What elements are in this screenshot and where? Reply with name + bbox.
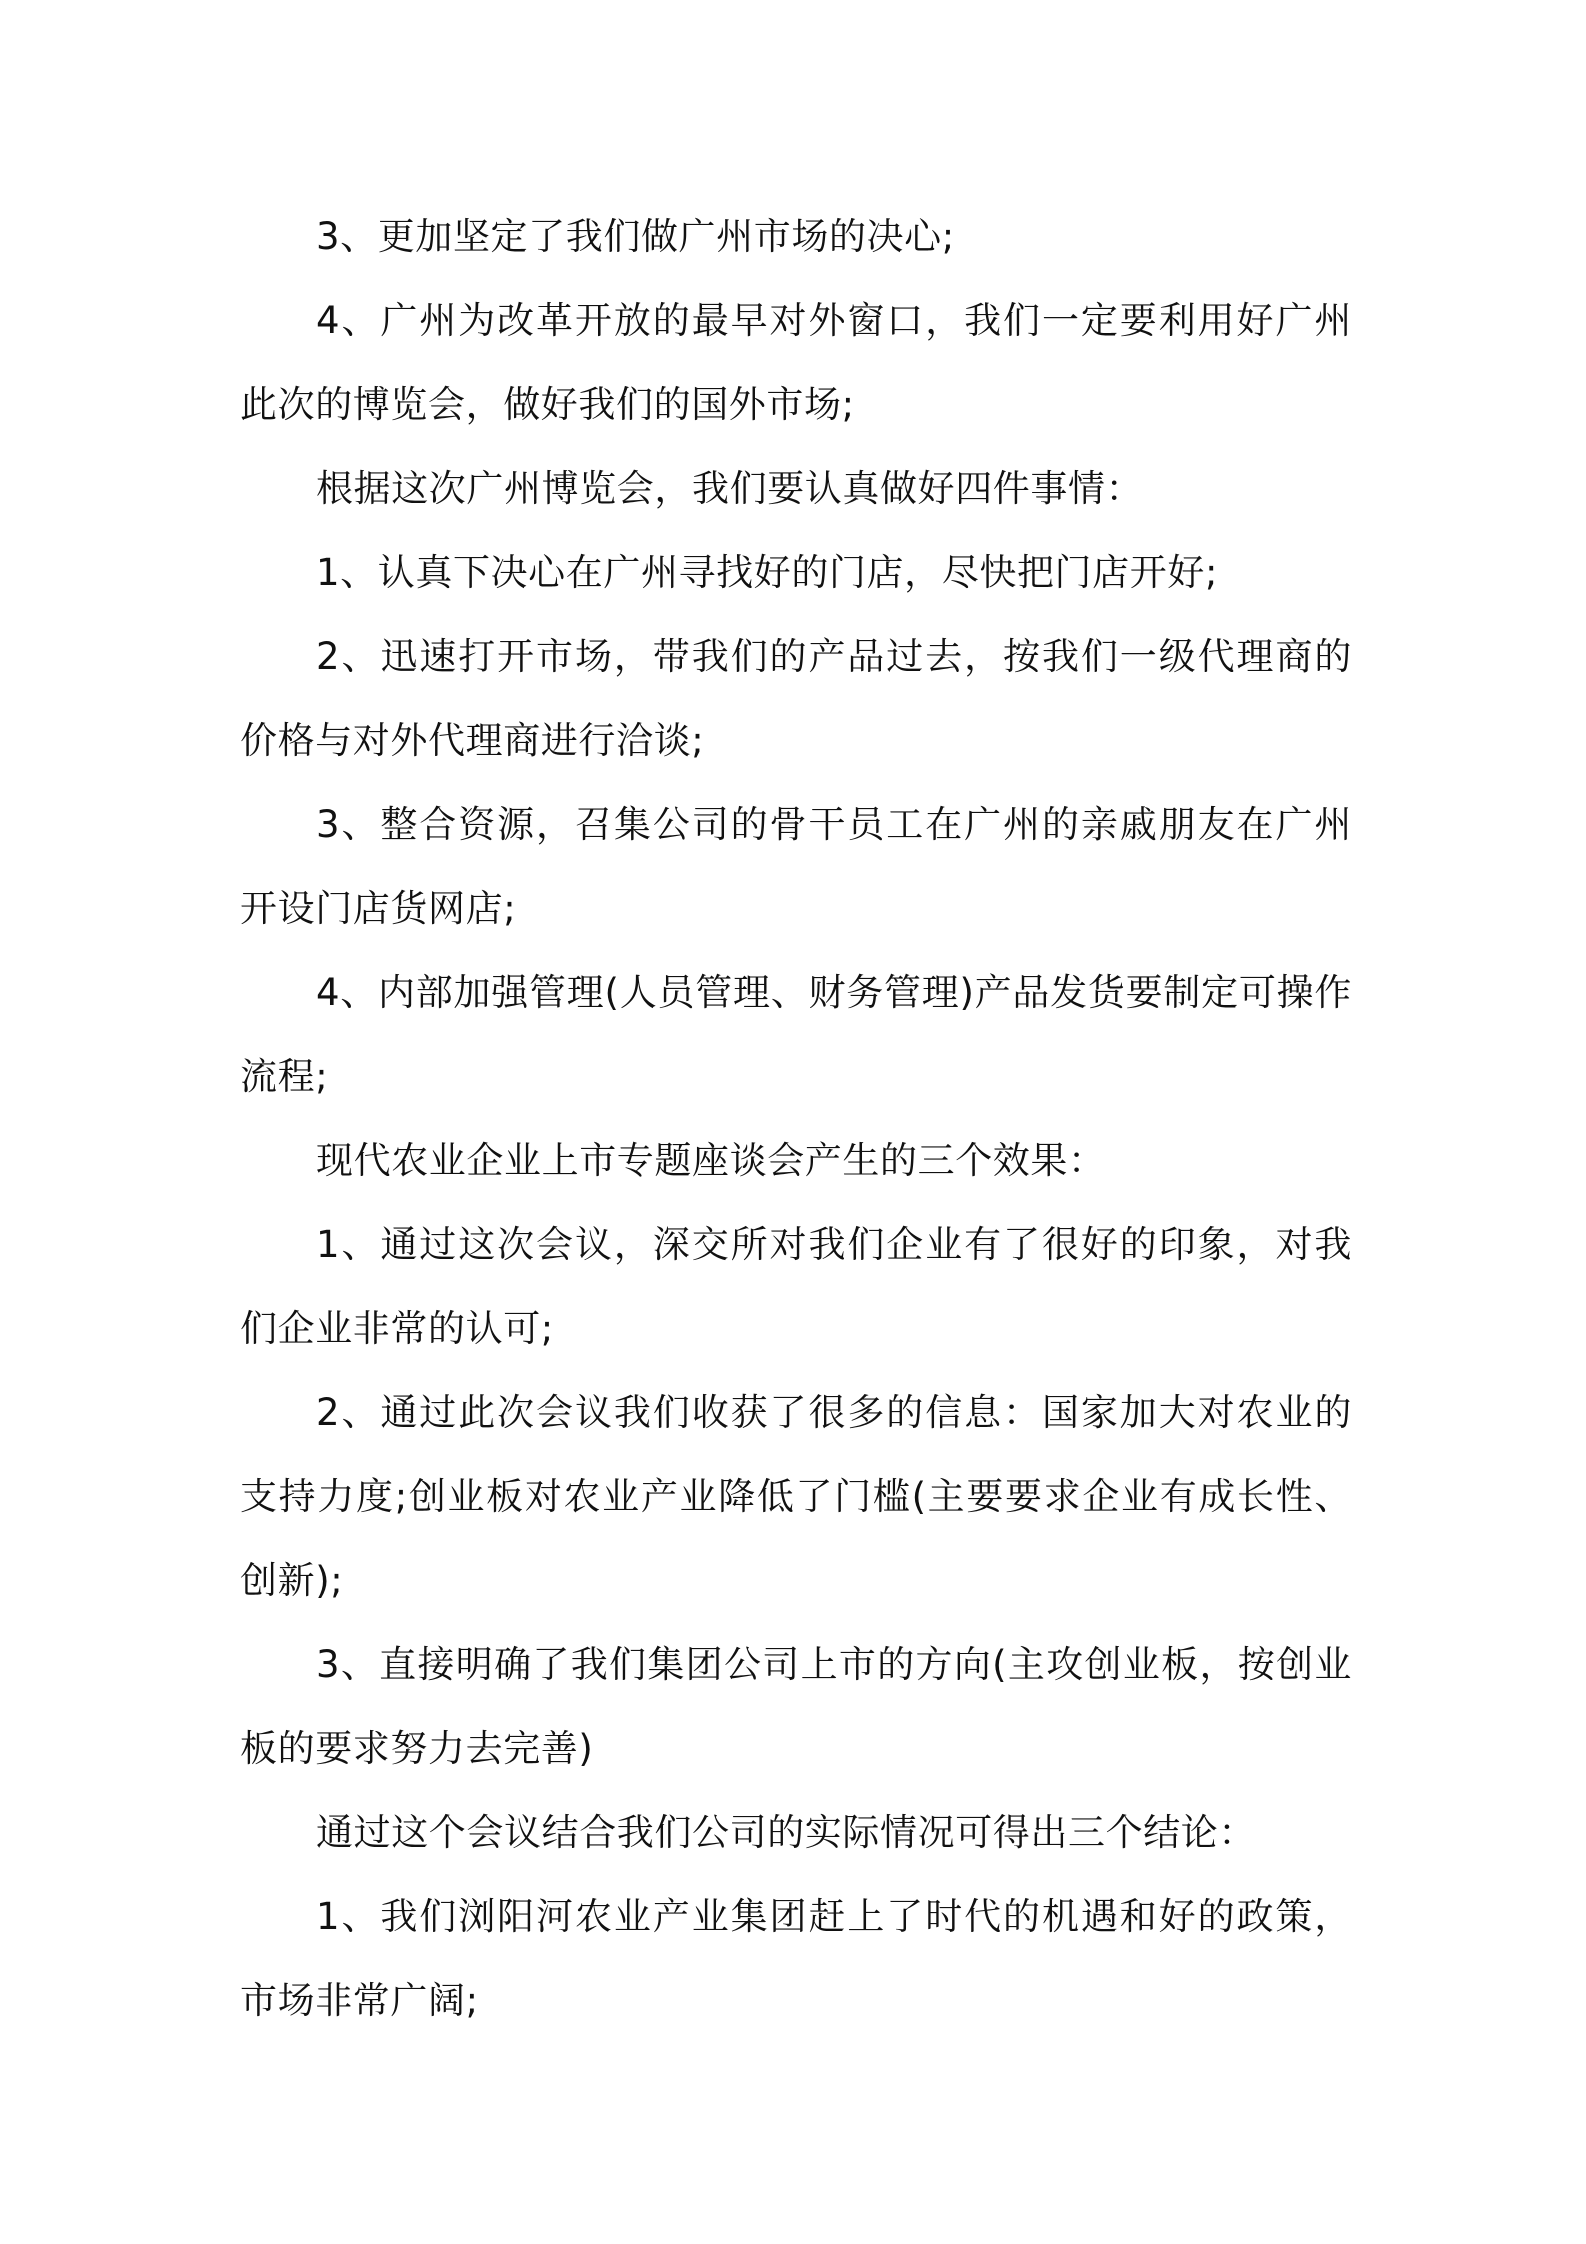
paragraph: 3、更加坚定了我们做广州市场的决心;	[316, 215, 955, 258]
paragraph: 4、内部加强管理(人员管理、财务管理)产品发货要制定可操作流程;	[240, 971, 1352, 1098]
paragraph: 1、我们浏阳河农业产业集团赶上了时代的机遇和好的政策，市场非常广阔;	[240, 1895, 1352, 2022]
paragraph: 2、通过此次会议我们收获了很多的信息：国家加大对农业的支持力度;创业板对农业产业降低了门槛(主要要求企业有成长性、创新);	[240, 1391, 1352, 1602]
paragraph: 通过这个会议结合我们公司的实际情况可得出三个结论：	[316, 1811, 1256, 1854]
paragraph: 1、通过这次会议，深交所对我们企业有了很好的印象，对我们企业非常的认可;	[240, 1223, 1352, 1350]
paragraph: 根据这次广州博览会，我们要认真做好四件事情：	[316, 467, 1144, 510]
paragraph: 3、整合资源，召集公司的骨干员工在广州的亲戚朋友在广州开设门店货网店;	[240, 803, 1352, 930]
paragraph: 现代农业企业上市专题座谈会产生的三个效果：	[316, 1139, 1106, 1182]
paragraph: 4、广州为改革开放的最早对外窗口，我们一定要利用好广州此次的博览会，做好我们的国外市场;	[240, 299, 1352, 426]
paragraph: 3、直接明确了我们集团公司上市的方向(主攻创业板，按创业板的要求努力去完善)	[240, 1643, 1352, 1770]
paragraph: 1、认真下决心在广州寻找好的门店，尽快把门店开好;	[316, 551, 1219, 594]
paragraph: 2、迅速打开市场，带我们的产品过去，按我们一级代理商的价格与对外代理商进行洽谈;	[240, 635, 1352, 762]
document-body	[240, 195, 1352, 2043]
